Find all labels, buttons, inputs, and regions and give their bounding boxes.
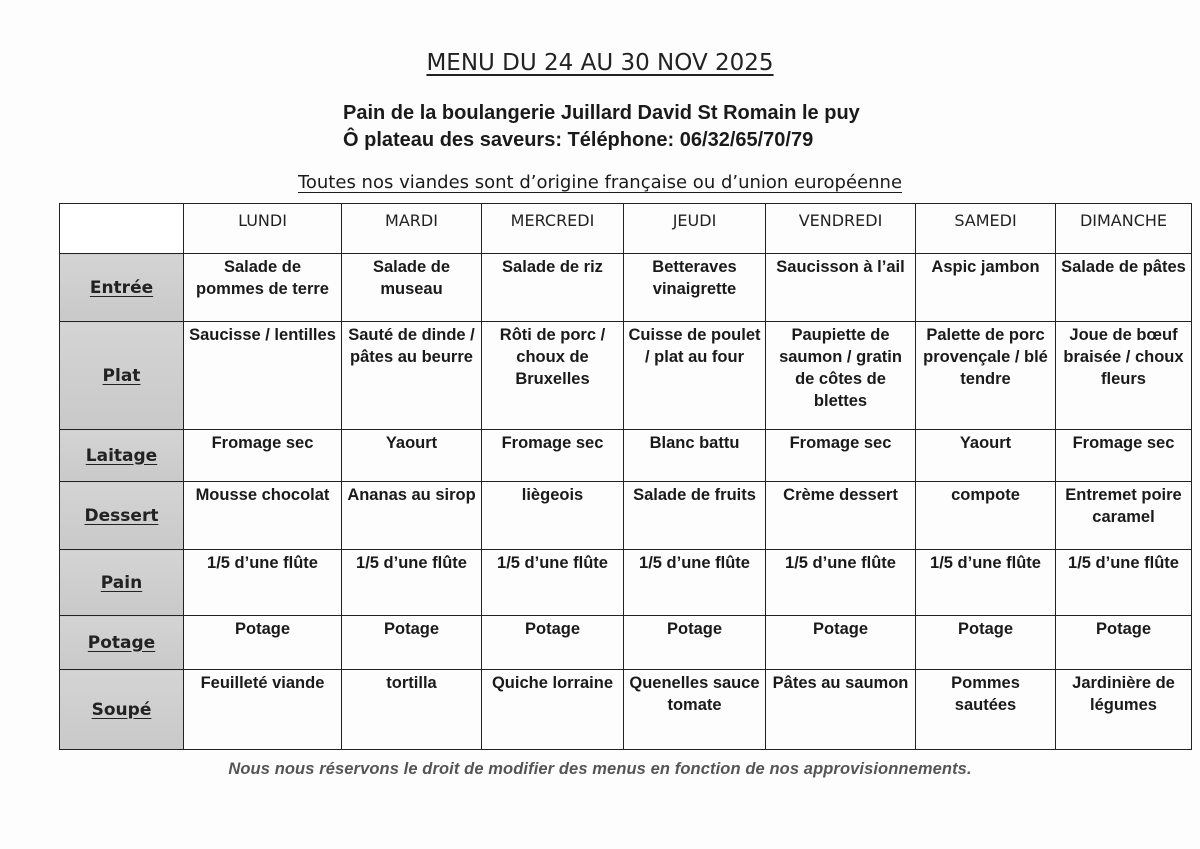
menu-cell: 1/5 d’une flûte bbox=[482, 550, 624, 616]
menu-cell: Ananas au sirop bbox=[342, 482, 482, 550]
day-header-thursday: JEUDI bbox=[624, 204, 766, 254]
menu-cell: tortilla bbox=[342, 670, 482, 750]
day-header-saturday: SAMEDI bbox=[916, 204, 1056, 254]
menu-cell: 1/5 d’une flûte bbox=[1056, 550, 1192, 616]
footer-disclaimer: Nous nous réservons le droit de modifier des menus en fonction de nos approvisionnements. bbox=[228, 760, 972, 778]
menu-cell: Potage bbox=[766, 616, 916, 670]
day-header-friday: VENDREDI bbox=[766, 204, 916, 254]
row-label-soupe: Soupé bbox=[60, 670, 184, 750]
day-header-monday: LUNDI bbox=[184, 204, 342, 254]
menu-cell: Saucisson à l’ail bbox=[766, 254, 916, 322]
menu-cell: Salade de riz bbox=[482, 254, 624, 322]
page-title bbox=[0, 50, 1200, 76]
menu-cell: Saucisse / lentilles bbox=[184, 322, 342, 430]
menu-cell: Cuisse de poulet / plat au four bbox=[624, 322, 766, 430]
row-label-pain: Pain bbox=[60, 550, 184, 616]
menu-cell: 1/5 d’une flûte bbox=[184, 550, 342, 616]
menu-cell: Salade de museau bbox=[342, 254, 482, 322]
origin-note bbox=[0, 172, 1200, 193]
day-header-sunday: DIMANCHE bbox=[1056, 204, 1192, 254]
table-row bbox=[60, 254, 1192, 322]
menu-cell: Joue de bœuf braisée / choux fleurs bbox=[1056, 322, 1192, 430]
day-header-tuesday: MARDI bbox=[342, 204, 482, 254]
menu-cell: Salade de pommes de terre bbox=[184, 254, 342, 322]
menu-cell: Potage bbox=[482, 616, 624, 670]
menu-title: MENU DU 24 AU 30 NOV 2025 bbox=[426, 50, 774, 76]
menu-cell: Mousse chocolat bbox=[184, 482, 342, 550]
row-label-laitage: Laitage bbox=[60, 430, 184, 482]
menu-cell: Yaourt bbox=[342, 430, 482, 482]
bakery-info bbox=[343, 100, 860, 154]
menu-cell: 1/5 d’une flûte bbox=[766, 550, 916, 616]
menu-cell: Salade de fruits bbox=[624, 482, 766, 550]
menu-cell: Potage bbox=[1056, 616, 1192, 670]
menu-cell: Crème dessert bbox=[766, 482, 916, 550]
table-row bbox=[60, 550, 1192, 616]
menu-cell: Sauté de dinde / pâtes au beurre bbox=[342, 322, 482, 430]
menu-cell: Fromage sec bbox=[482, 430, 624, 482]
menu-cell: Betteraves vinaigrette bbox=[624, 254, 766, 322]
table-row bbox=[60, 670, 1192, 750]
menu-cell: Rôti de porc / choux de Bruxelles bbox=[482, 322, 624, 430]
menu-cell: Aspic jambon bbox=[916, 254, 1056, 322]
menu-cell: 1/5 d’une flûte bbox=[624, 550, 766, 616]
menu-cell: 1/5 d’une flûte bbox=[342, 550, 482, 616]
day-header-wednesday: MERCREDI bbox=[482, 204, 624, 254]
table-row bbox=[60, 482, 1192, 550]
row-label-potage: Potage bbox=[60, 616, 184, 670]
menu-cell: Fromage sec bbox=[1056, 430, 1192, 482]
bakery-line: Pain de la boulangerie Juillard David St Romain le puy bbox=[343, 102, 860, 124]
menu-cell: Pâtes au saumon bbox=[766, 670, 916, 750]
menu-table bbox=[59, 203, 1192, 750]
menu-cell: Quenelles sauce tomate bbox=[624, 670, 766, 750]
header-row bbox=[60, 204, 1192, 254]
menu-cell: Salade de pâtes bbox=[1056, 254, 1192, 322]
menu-cell: Entremet poire caramel bbox=[1056, 482, 1192, 550]
origin-note-text: Toutes nos viandes sont d’origine française ou d’union européenne bbox=[297, 172, 903, 193]
menu-cell: Potage bbox=[916, 616, 1056, 670]
menu-cell: Fromage sec bbox=[766, 430, 916, 482]
menu-cell: Blanc battu bbox=[624, 430, 766, 482]
table-row bbox=[60, 430, 1192, 482]
menu-cell: compote bbox=[916, 482, 1056, 550]
menu-cell: Paupiette de saumon / gratin de côtes de blettes bbox=[766, 322, 916, 430]
header-corner bbox=[60, 204, 184, 254]
menu-cell: Palette de porc provençale / blé tendre bbox=[916, 322, 1056, 430]
menu-cell: liègeois bbox=[482, 482, 624, 550]
row-label-plat: Plat bbox=[60, 322, 184, 430]
menu-cell: Jardinière de légumes bbox=[1056, 670, 1192, 750]
menu-cell: Potage bbox=[624, 616, 766, 670]
row-label-entree: Entrée bbox=[60, 254, 184, 322]
table-row bbox=[60, 322, 1192, 430]
menu-cell: Feuilleté viande bbox=[184, 670, 342, 750]
phone-line: Ô plateau des saveurs: Téléphone: 06/32/65/70/79 bbox=[343, 129, 814, 151]
menu-cell: Potage bbox=[184, 616, 342, 670]
table-row bbox=[60, 616, 1192, 670]
row-label-dessert: Dessert bbox=[60, 482, 184, 550]
menu-cell: Yaourt bbox=[916, 430, 1056, 482]
menu-cell: 1/5 d’une flûte bbox=[916, 550, 1056, 616]
menu-cell: Quiche lorraine bbox=[482, 670, 624, 750]
menu-cell: Pommes sautées bbox=[916, 670, 1056, 750]
menu-cell: Potage bbox=[342, 616, 482, 670]
menu-cell: Fromage sec bbox=[184, 430, 342, 482]
